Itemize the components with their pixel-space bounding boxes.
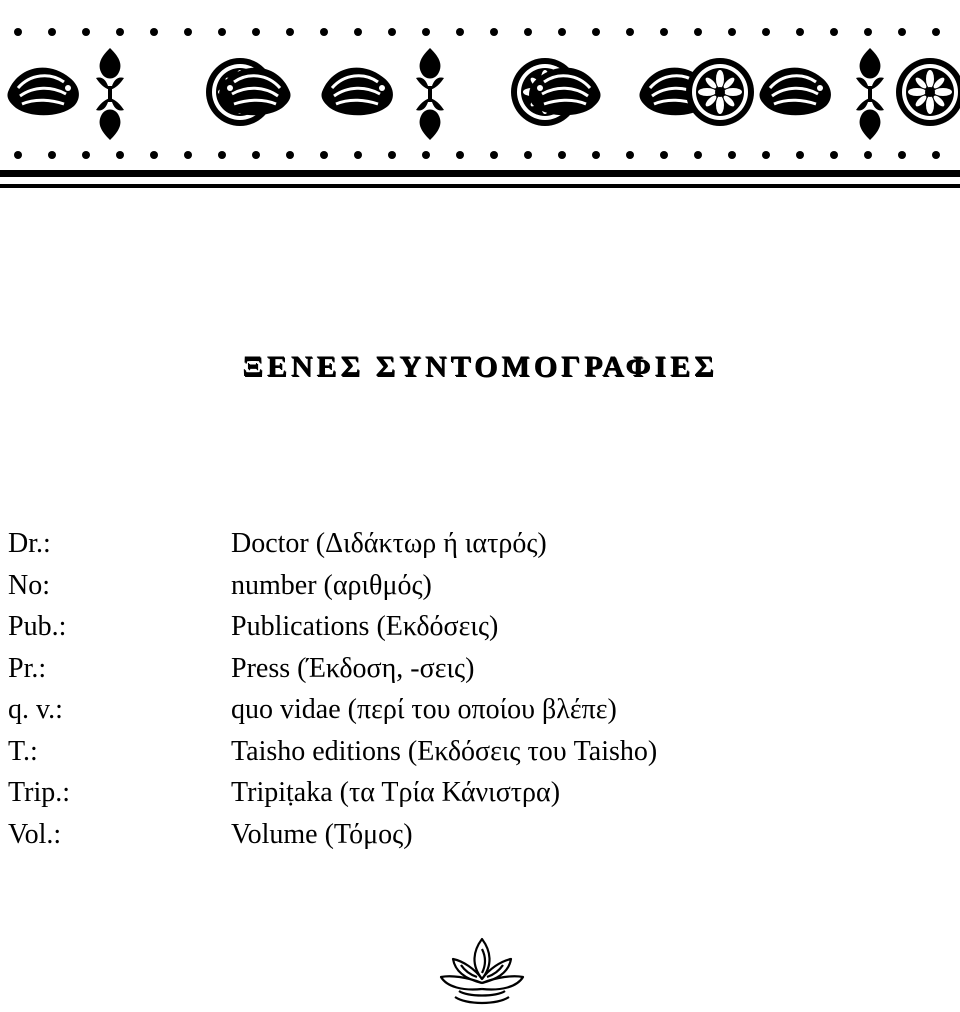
abbreviation-definition: number (αριθμός) (231, 569, 432, 601)
abbreviation-definition: Doctor (Διδάκτωρ ή ιατρός) (231, 528, 547, 559)
abbreviation-definition: Volume (Τόμος) (231, 818, 413, 850)
abbreviation-term: Dr.: (8, 528, 51, 559)
abbreviation-definition: Taisho editions (Εκδόσεις του Taisho) (231, 735, 658, 767)
abbreviation-term: No: (8, 569, 50, 601)
abbreviation-term: Vol.: (8, 818, 62, 850)
abbreviation-definition: Press (Έκδοση, -σεις) (231, 652, 475, 684)
page-title: ΞΕΝΕΣ ΣΥΝΤΟΜΟΓΡΑΦΙΕΣ (242, 350, 718, 383)
abbreviation-term: q. v.: (8, 694, 63, 725)
abbreviation-term: T.: (8, 735, 38, 767)
abbreviation-definition: Publications (Εκδόσεις) (231, 611, 499, 642)
abbreviation-term: Pr.: (8, 652, 47, 684)
lotus-flower-icon (437, 935, 527, 1007)
ornamental-border (0, 0, 960, 200)
abbreviation-term: Trip.: (8, 777, 71, 808)
abbreviation-definition: Tripiṭaka (τα Τρία Κάνιστρα) (231, 777, 561, 808)
abbreviation-term: Pub.: (8, 611, 67, 642)
abbreviation-definition: quo vidae (περί του οποίου βλέπε) (231, 694, 617, 725)
